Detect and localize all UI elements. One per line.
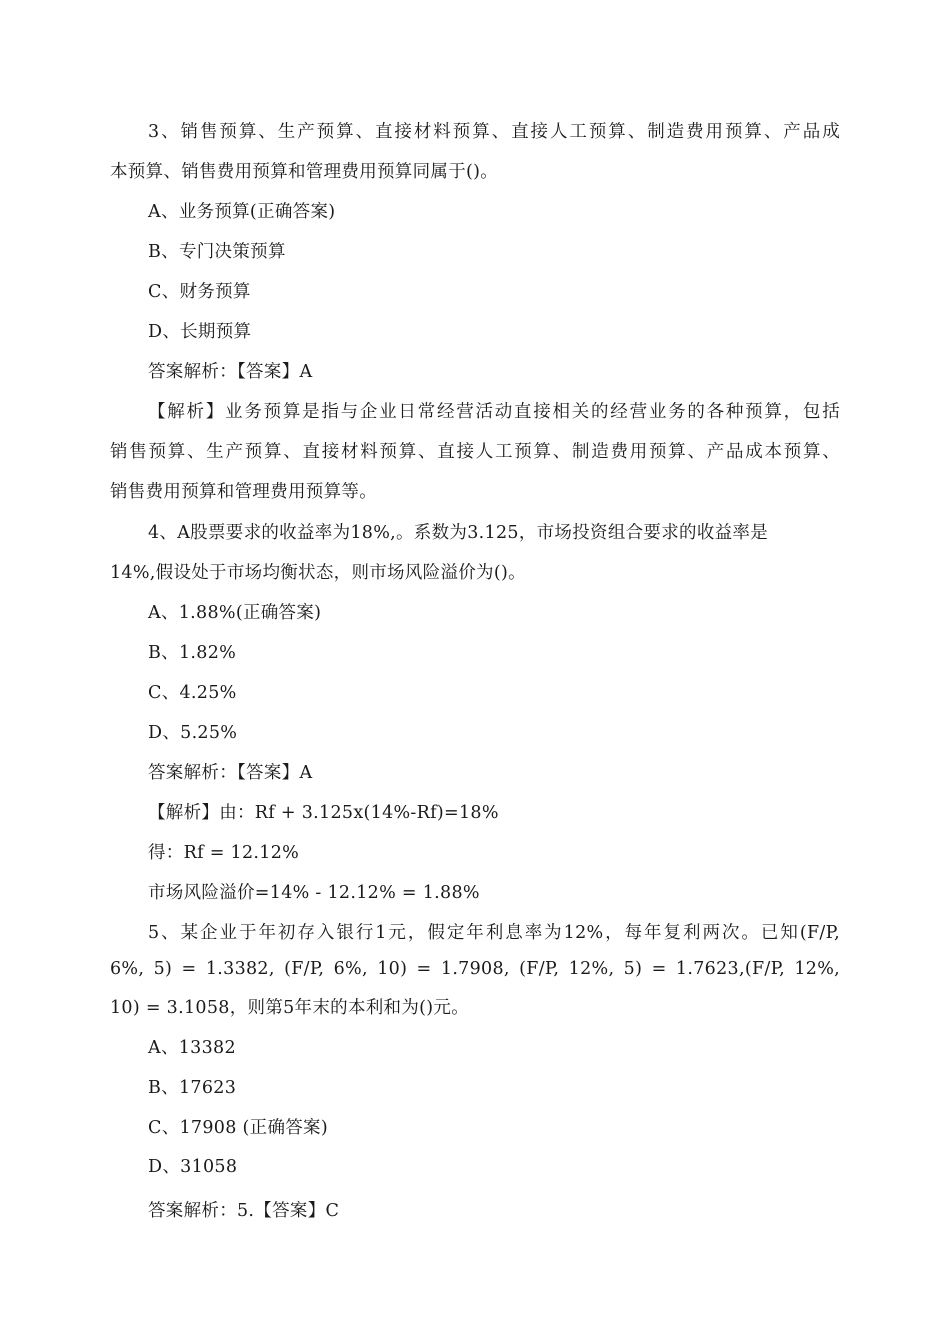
question-5-option-d: D、31058: [148, 1157, 238, 1177]
question-4-stem-line-2: 14%,假设处于市场均衡状态，则市场风险溢价为()。: [110, 563, 526, 583]
question-3-stem-line-2: 本预算、销售费用预算和管理费用预算同属于()。: [110, 162, 499, 182]
question-5-option-c: C、17908 (正确答案): [148, 1118, 328, 1138]
question-3-analysis-line-1: 【解析】业务预算是指与企业日常经营活动直接相关的经营业务的各种预算，包括: [148, 402, 840, 422]
question-5-stem-line-1: 5、某企业于年初存入银行1元，假定年利息率为12%，每年复利两次。已知(F/P,: [148, 923, 840, 943]
question-4-analysis-line-1: 【解析】由：Rf + 3.125x(14%-Rf)=18%: [148, 803, 499, 823]
question-3-analysis-line-3: 销售费用预算和管理费用预算等。: [110, 482, 377, 502]
question-5-option-b: B、17623: [148, 1078, 237, 1098]
question-4-option-b: B、1.82%: [148, 643, 237, 663]
question-5-stem-line-2: 6%, 5) = 1.3382, (F/P, 6%, 10) = 1.7908, (F/P, 12%, 5) = 1.7623,(F/P, 12%,: [110, 959, 840, 979]
question-5-answer: 答案解析：5.【答案】C: [148, 1201, 340, 1221]
question-3-analysis-line-2: 销售预算、生产预算、直接材料预算、直接人工预算、制造费用预算、产品成本预算、: [110, 442, 840, 462]
question-4-analysis-line-3: 市场风险溢价=14% - 12.12% = 1.88%: [148, 883, 480, 903]
question-3-option-a: A、业务预算(正确答案): [148, 202, 336, 222]
question-4-option-c: C、4.25%: [148, 683, 237, 703]
question-5-stem-line-3: 10) = 3.1058，则第5年末的本利和为()元。: [110, 998, 470, 1018]
question-3-stem-line-1: 3、销售预算、生产预算、直接材料预算、直接人工预算、制造费用预算、产品成: [148, 122, 840, 142]
question-3-answer: 答案解析：【答案】A: [148, 362, 313, 382]
question-4-option-a: A、1.88%(正确答案): [148, 603, 322, 623]
question-5-option-a: A、13382: [148, 1038, 236, 1058]
question-4-stem-line-1: 4、A股票要求的收益率为18%,。系数为3.125，市场投资组合要求的收益率是: [148, 523, 769, 543]
question-4-option-d: D、5.25%: [148, 723, 238, 743]
question-3-option-c: C、财务预算: [148, 282, 251, 302]
question-3-option-b: B、专门决策预算: [148, 242, 286, 262]
question-4-analysis-line-2: 得：Rf = 12.12%: [148, 843, 300, 863]
question-4-answer: 答案解析：【答案】A: [148, 763, 313, 783]
question-3-option-d: D、长期预算: [148, 322, 252, 342]
